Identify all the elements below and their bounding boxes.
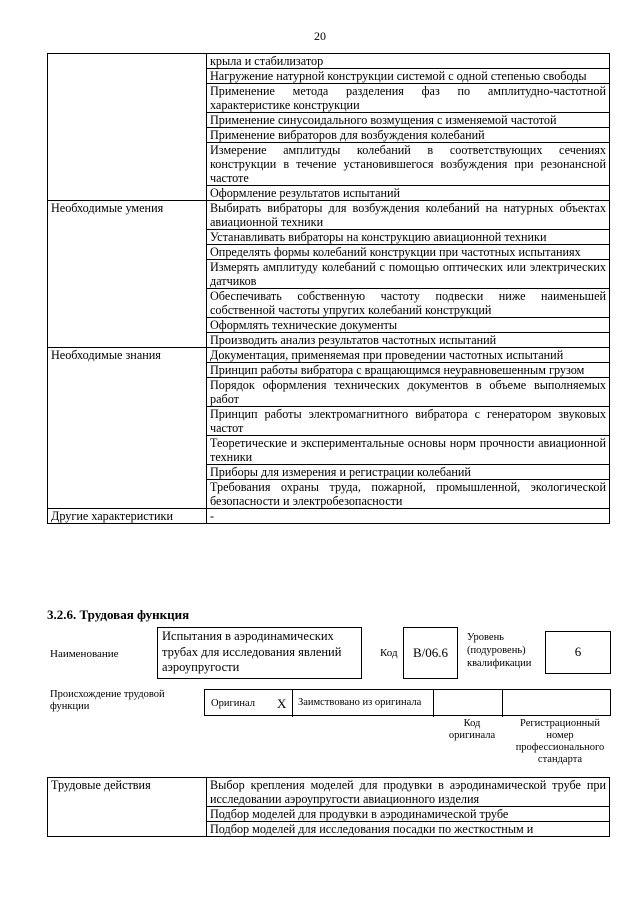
level-label: Уровень (подуровень) квалификации [467, 632, 532, 669]
origin-divider-3 [502, 690, 503, 717]
name-label: Наименование [50, 648, 119, 660]
row-item: Применение синусоидального возмущения с изменяемой частотой [207, 113, 610, 128]
borrowed-label: Заимствовано из оригинала [298, 697, 422, 708]
row-item: Измерение амплитуды колебаний в соответствующих сечениях конструкции в течение установившегося возбуждения при резонансной частоте [207, 143, 610, 186]
row-item: крыла и стабилизатор [207, 54, 610, 69]
row-item: Производить анализ результатов частотных испытаний [207, 333, 610, 348]
row-item: Обеспечивать собственную частоту подвески ниже наименьшей собственной частоты упругих колебаний конструкций [207, 289, 610, 318]
origin-divider-2 [433, 690, 434, 717]
origin-label: Происхождение трудовой функции [50, 689, 165, 712]
row-item: Выбор крепления моделей для продувки в аэродинамической трубе при исследовании аэроупругости авиационного изделия [207, 778, 610, 807]
reg-caption: Регистрационный номер профессионального стандарта [515, 718, 605, 765]
row-item: Нагружение натурной конструкции системой с одной степенью свободы [207, 69, 610, 84]
code-label: Код [380, 647, 398, 659]
row-item: Выбирать вибраторы для возбуждения колебаний на натурных объектах авиационной техники [207, 201, 610, 230]
row-group-label: Другие характеристики [48, 509, 207, 524]
code-value: В/06.6 [412, 645, 449, 660]
labor-actions-table [47, 777, 610, 837]
row-item: Измерять амплитуду колебаний с помощью оптических или электрических датчиков [207, 260, 610, 289]
row-group-label: Необходимые знания [48, 348, 207, 509]
function-name-box [157, 627, 362, 679]
competency-table [47, 53, 610, 524]
row-item: Принцип работы вибратора с вращающимся неуравновешенным грузом [207, 363, 610, 378]
table-row [48, 201, 610, 230]
row-group-label: Трудовые действия [48, 778, 207, 837]
row-item: Теоретические и экспериментальные основы норм прочности авиационной техники [207, 436, 610, 465]
row-item: Порядок оформления технических документов в объеме выполняемых работ [207, 378, 610, 407]
row-item: Принцип работы электромагнитного вибратора с генератором звуковых частот [207, 407, 610, 436]
level-box [545, 631, 611, 674]
row-item: Оформление результатов испытаний [207, 186, 610, 201]
row-item: Приборы для измерения и регистрации колебаний [207, 465, 610, 480]
section-heading: 3.2.6. Трудовая функция [47, 607, 190, 622]
table-row [48, 54, 610, 69]
origin-row [204, 689, 611, 716]
row-item: Документация, применяемая при проведении частотных испытаний [207, 348, 610, 363]
original-label: Оригинал [211, 698, 255, 709]
row-group-label: Необходимые умения [48, 201, 207, 348]
row-item: Применение метода разделения фаз по амплитудно-частотной характеристике конструкции [207, 84, 610, 113]
origin-divider-1 [292, 690, 293, 717]
table-row [48, 348, 610, 363]
row-item: Определять формы колебаний конструкции при частотных испытаниях [207, 245, 610, 260]
row-group-label [48, 54, 207, 201]
row-item: Устанавливать вибраторы на конструкцию авиационной техники [207, 230, 610, 245]
row-item: Подбор моделей для продувки в аэродинамической трубе [207, 807, 610, 822]
row-item: Подбор моделей для исследования посадки по жесткостным и [207, 822, 610, 837]
level-value: 6 [574, 644, 582, 659]
table-row [48, 509, 610, 524]
function-name-value: Испытания в аэродинамических трубах для исследования явлений аэроупругости [162, 629, 342, 674]
page-number: 20 [314, 29, 326, 43]
original-mark: Х [277, 696, 287, 711]
code-caption: Код оригинала [448, 718, 496, 741]
code-box [403, 627, 458, 679]
row-item: - [207, 509, 610, 524]
row-item: Применение вибраторов для возбуждения колебаний [207, 128, 610, 143]
row-item: Требования охраны труда, пожарной, промышленной, экологической безопасности и электробезопасности [207, 480, 610, 509]
row-item: Оформлять технические документы [207, 318, 610, 333]
table-row [48, 778, 610, 807]
